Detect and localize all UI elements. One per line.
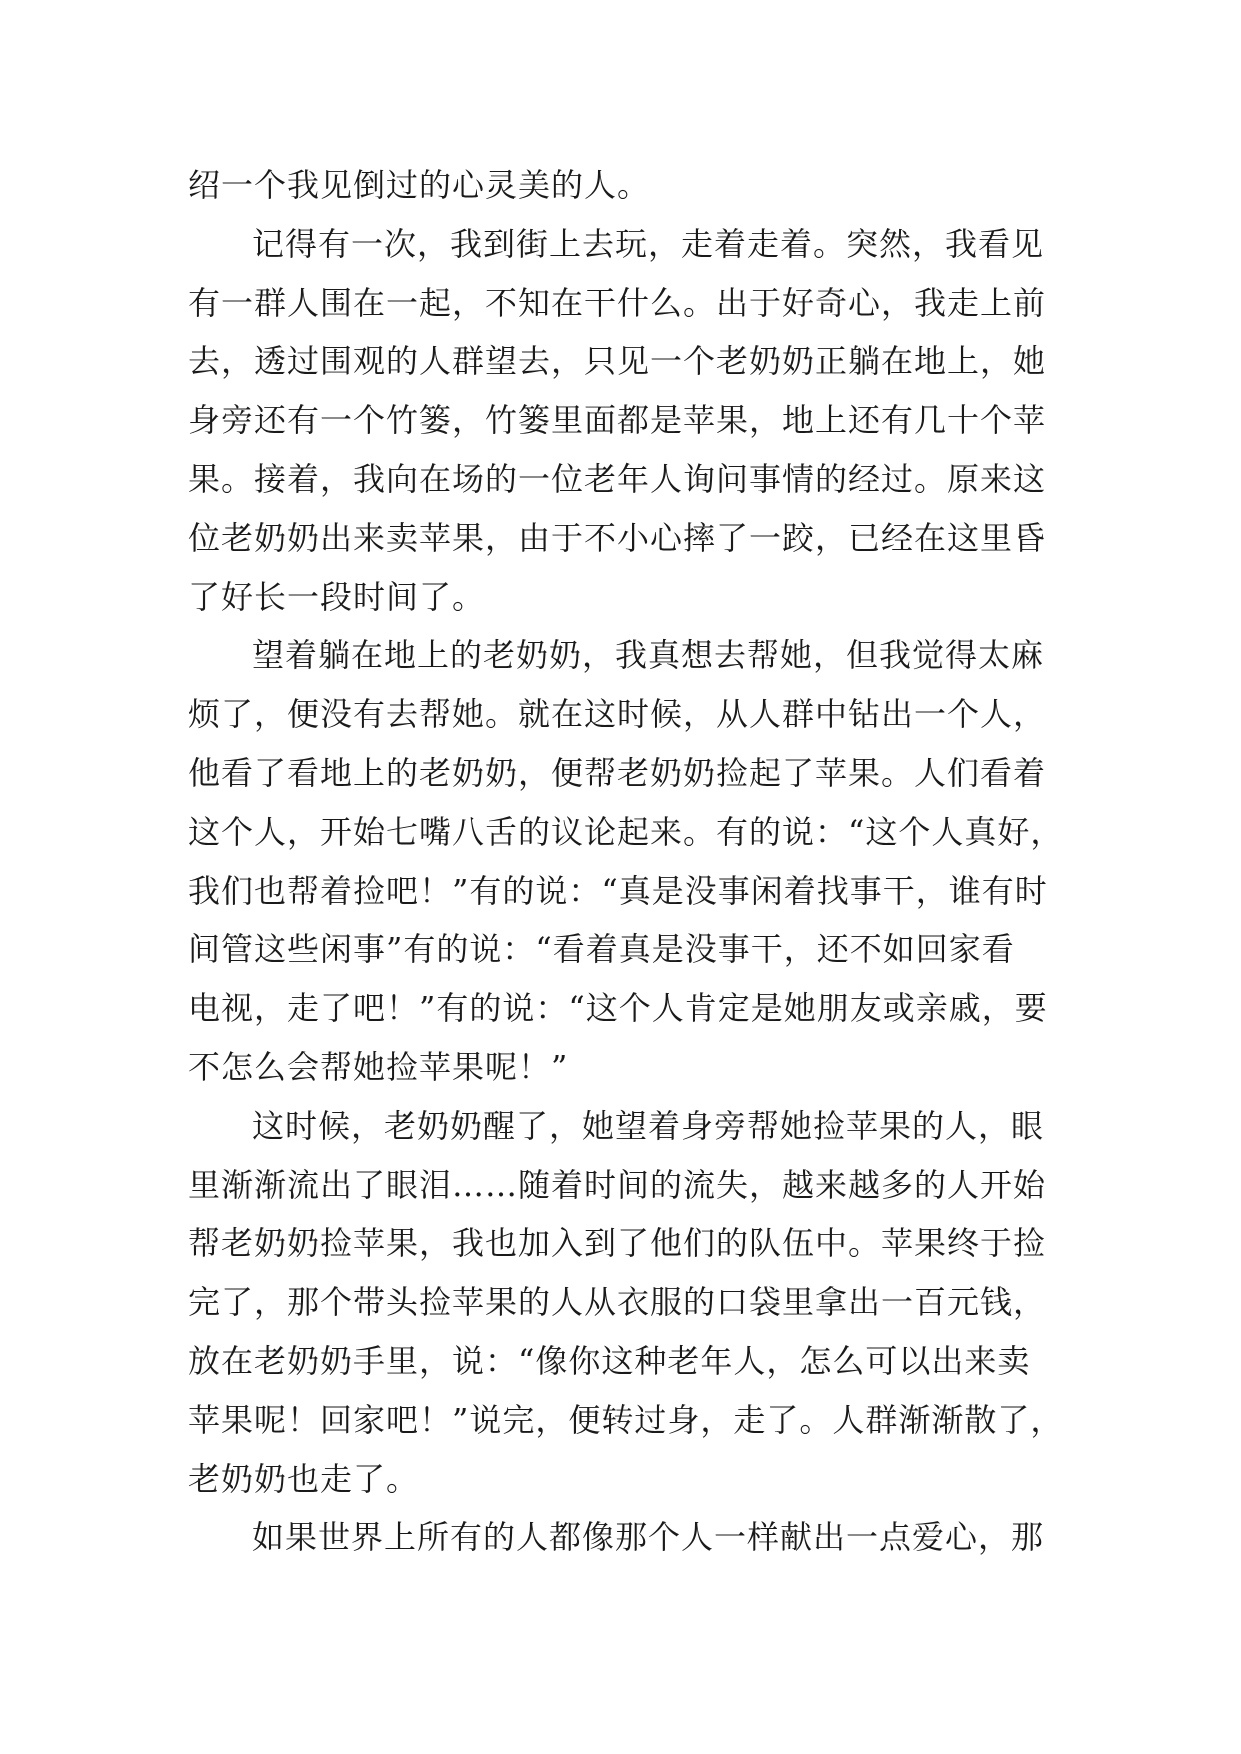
paragraph-start-line: 如果世界上所有的人都像那个人一样献出一点爱心，那 [252, 1518, 1045, 1557]
text-line: 果。接着，我向在场的一位老年人询问事情的经过。原来这 [188, 459, 1047, 498]
text-line: 我们也帮着捡吧！”有的说：“真是没事闲着找事干，谁有时 [188, 871, 1048, 910]
paragraph-start-line: 望着躺在地上的老奶奶，我真想去帮她，但我觉得太麻 [252, 636, 1045, 675]
paragraph-start-line: 记得有一次，我到街上去玩，走着走着。突然，我看见 [252, 224, 1045, 263]
text-line: 帮老奶奶捡苹果，我也加入到了他们的队伍中。苹果终于捡 [188, 1224, 1047, 1263]
essay-body [188, 156, 1068, 1567]
text-line: 苹果呢！回家吧！”说完，便转过身，走了。人群渐渐散了， [188, 1400, 1064, 1439]
text-line: 里渐渐流出了眼泪……随着时间的流失，越来越多的人开始 [188, 1165, 1047, 1204]
text-line: 不怎么会帮她捡苹果呢！” [188, 1047, 569, 1086]
text-line: 位老奶奶出来卖苹果，由于不小心摔了一跤，已经在这里昏 [188, 518, 1047, 557]
text-line: 身旁还有一个竹篓，竹篓里面都是苹果，地上还有几十个苹 [188, 401, 1047, 440]
text-line: 这个人，开始七嘴八舌的议论起来。有的说：“这个人真好， [188, 812, 1064, 851]
text-line: 去，透过围观的人群望去，只见一个老奶奶正躺在地上，她 [188, 342, 1047, 381]
text-line: 烦了，便没有去帮她。就在这时候，从人群中钻出一个人， [188, 695, 1047, 734]
text-line: 完了，那个带头捡苹果的人从衣服的口袋里拿出一百元钱， [188, 1283, 1047, 1322]
text-line: 老奶奶也走了。 [188, 1459, 420, 1498]
paragraph-start-line: 这时候，老奶奶醒了，她望着身旁帮她捡苹果的人，眼 [252, 1106, 1045, 1145]
text-line: 有一群人围在一起，不知在干什么。出于好奇心，我走上前 [188, 283, 1047, 322]
text-line: 间管这些闲事”有的说：“看着真是没事干，还不如回家看 [188, 930, 1015, 969]
text-line: 绍一个我见倒过的心灵美的人。 [188, 166, 651, 204]
text-line: 了好长一段时间了。 [188, 577, 486, 616]
text-line: 放在老奶奶手里，说：“像你这种老年人，怎么可以出来卖 [188, 1341, 1031, 1380]
text-line: 电视，走了吧！”有的说：“这个人肯定是她朋友或亲戚，要 [188, 989, 1048, 1028]
text-line: 他看了看地上的老奶奶，便帮老奶奶捡起了苹果。人们看着 [188, 753, 1047, 792]
